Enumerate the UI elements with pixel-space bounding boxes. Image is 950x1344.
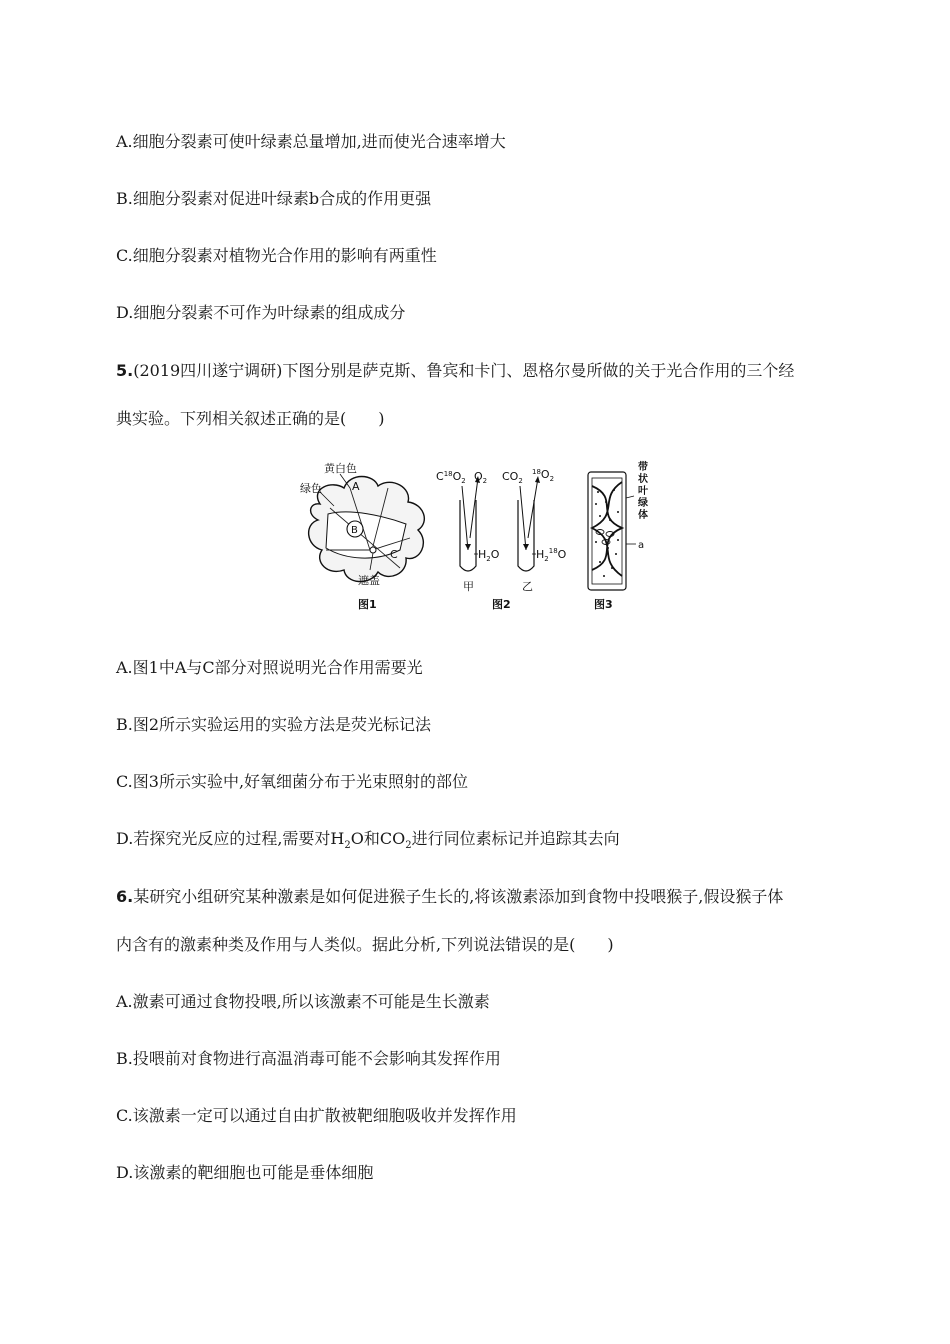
q5-stem-line1	[116, 360, 794, 382]
fig3-side-label-2: 状	[638, 474, 648, 485]
fig2-tube1-label: 甲	[463, 580, 474, 593]
fig1-leaf-diagram	[300, 461, 424, 611]
q5-option-d: D.若探究光反应的过程,需要对$H_2O$和$CO_2$进行同位素标记并追踪其去向	[116, 829, 620, 852]
fig3-side-label-4: 绿	[638, 498, 648, 509]
fig3-cell-wall	[588, 472, 626, 590]
fig1-cover-point	[370, 547, 376, 553]
fig3-side-label-3: 叶	[638, 486, 648, 497]
fig3-spirogyra-cell	[588, 460, 649, 611]
q6-stem-line2: 内含有的激素种类及作用与人类似。据此分析,下列说法错误的是( )	[116, 935, 614, 954]
q6-option-b: B.投喂前对食物进行高温消毒可能不会影响其发挥作用	[116, 1049, 501, 1068]
fig2-tube2-gas1: $CO_2$	[502, 470, 523, 485]
q6-stem-text1: 某研究小组研究某种激素是如何促进猴子生长的,将该激素添加到食物中投喂猴子,假设猴子体	[133, 887, 784, 906]
q6-option-c: C.该激素一定可以通过自由扩散被靶细胞吸收并发挥作用	[116, 1106, 517, 1125]
q4-option-b: B.细胞分裂素对促进叶绿素b合成的作用更强	[116, 189, 432, 208]
q5-stem-text1: (2019四川遂宁调研)下图分别是萨克斯、鲁宾和卡门、恩格尔曼所做的关于光合作用的三个经	[133, 361, 795, 380]
fig2-tube2-water: $H_2^{18}O$	[536, 547, 567, 563]
q5-option-b: B.图2所示实验运用的实验方法是荧光标记法	[116, 715, 432, 734]
fig1-label-a: A	[352, 480, 360, 493]
fig2-test-tubes	[436, 468, 567, 611]
q4-option-a: A.细胞分裂素可使叶绿素总量增加,进而使光合速率增大	[116, 132, 506, 151]
fig3-caption: 图3	[594, 598, 613, 611]
fig1-label-b: B	[351, 525, 358, 536]
fig1-caption: 图1	[358, 598, 377, 611]
q6-option-d: D.该激素的靶细胞也可能是垂体细胞	[116, 1163, 374, 1182]
fig2-tube1-gas1: $C^{18}O_2$	[436, 470, 466, 485]
q5-option-c: C.图3所示实验中,好氧细菌分布于光束照射的部位	[116, 772, 469, 791]
fig1-label-cover: 遮盖	[358, 574, 380, 587]
fig3-side-label-1: 带	[638, 462, 648, 473]
q5-experiment-figure	[280, 458, 660, 620]
q5-number: 5.	[116, 361, 134, 380]
fig2-caption: 图2	[492, 598, 511, 611]
fig3-side-label-5: 体	[638, 510, 648, 521]
fig1-label-c: C	[390, 548, 398, 561]
fig1-label-green: 绿色	[300, 482, 322, 495]
fig2-tube1-gas2: $O_2$	[474, 470, 488, 485]
fig1-label-yellow-white: 黄白色	[324, 462, 357, 475]
q4-option-d: D.细胞分裂素不可作为叶绿素的组成成分	[116, 303, 406, 322]
fig2-tube2-label: 乙	[522, 580, 533, 593]
q5-stem-line2: 典实验。下列相关叙述正确的是( )	[116, 409, 385, 428]
fig2-tube2-gas2: $18O_2$	[532, 468, 555, 483]
q6-option-a: A.激素可通过食物投喂,所以该激素不可能是生长激素	[116, 992, 490, 1011]
q4-option-c: C.细胞分裂素对植物光合作用的影响有两重性	[116, 246, 437, 265]
fig2-tube2	[518, 500, 534, 571]
fig2-tube1-water: $H_2O$	[478, 548, 500, 563]
q6-stem-line1	[116, 886, 783, 908]
fig3-label-a: a	[638, 540, 645, 551]
q5-option-a: A.图1中A与C部分对照说明光合作用需要光	[116, 658, 423, 677]
q6-number: 6.	[116, 887, 134, 906]
